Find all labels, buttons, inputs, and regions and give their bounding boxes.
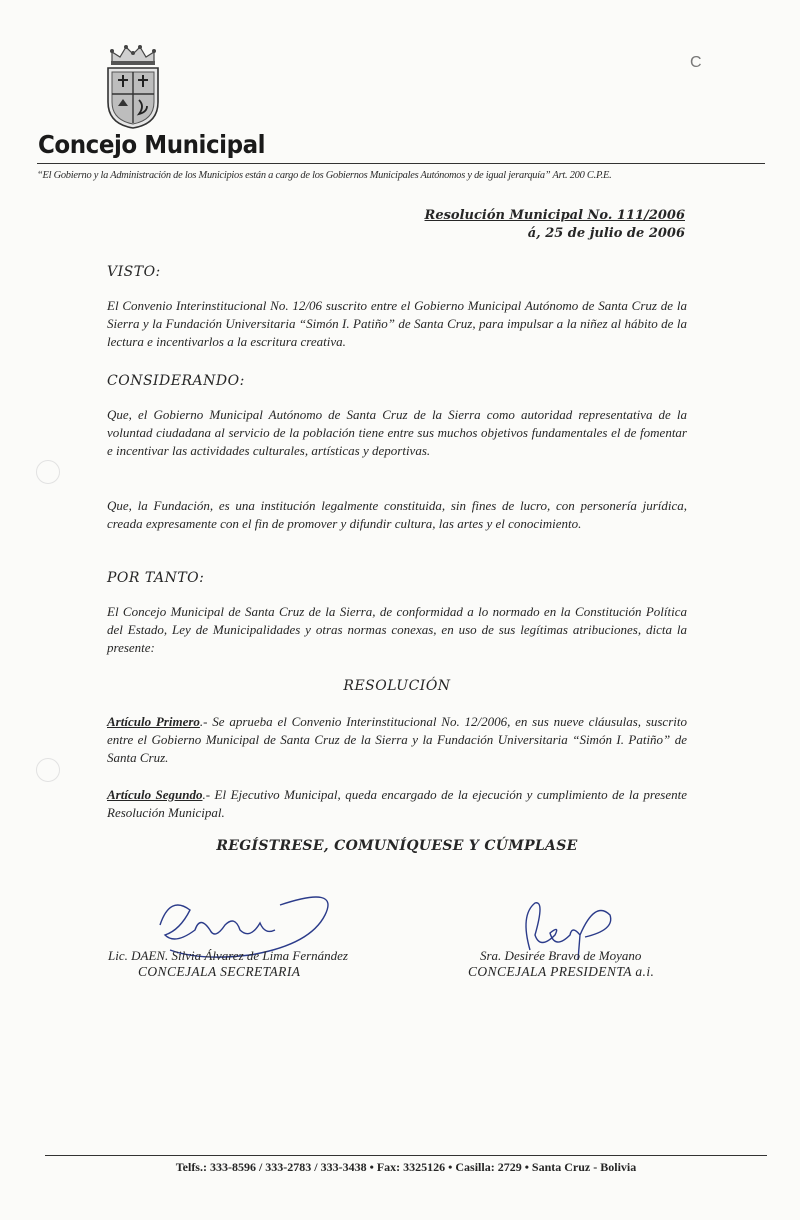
considerando-heading: CONSIDERANDO: <box>107 373 245 389</box>
resolucion-heading: RESOLUCIÓN <box>343 678 451 694</box>
visto-heading: VISTO: <box>107 264 161 280</box>
organization-name: Concejo Municipal <box>38 130 266 159</box>
header-motto: “El Gobierno y la Administración de los Municipios están a cargo de los Gobiernos Municipales Autónomos y de igual jerarquía” Art. 200 C.P.E. <box>37 170 612 181</box>
article-1-separator: .- <box>199 714 213 729</box>
footer-contact: Telfs.: 333-8596 / 333-2783 / 333-3438 • Fax: 3325126 • Casilla: 2729 • Santa Cruz - Bolivia <box>175 1160 637 1174</box>
closing-formula: REGÍSTRESE, COMUNÍQUESE Y CÚMPLASE <box>216 838 578 854</box>
por-tanto-paragraph: El Concejo Municipal de Santa Cruz de la Sierra, de conformidad a lo normado en la Constitución Política del Estado, Ley de Municipalidades y otras normas conexas, en uso de sus legítimas atribuciones, dicta la presente: <box>107 604 687 655</box>
signatory-2-name: Sra. Desirée Bravo de Moyano <box>480 948 642 963</box>
signatory-2-role: CONCEJALA PRESIDENTA a.i. <box>468 964 655 979</box>
article-1 <box>107 713 687 766</box>
signatory-1-name: Lic. DAEN. Silvia Álvarez de Lima Fernández <box>108 948 348 963</box>
article-1-label: Artículo Primero <box>107 714 200 729</box>
corner-mark: C <box>690 54 702 71</box>
considerando-paragraph-1: Que, el Gobierno Municipal Autónomo de Santa Cruz de la Sierra como autoridad representativa de la voluntad ciudadana al servicio de la población tiene entre sus muchos objetivos fundamentales el de fomentar e incentivar las actividades culturales, artísticas y deportivas. <box>107 407 687 458</box>
article-2-separator: .- <box>202 787 215 802</box>
resolution-number: Resolución Municipal No. 111/2006 <box>424 208 685 223</box>
article-2 <box>107 786 687 822</box>
signatory-1-role: CONCEJALA SECRETARIA <box>138 964 301 979</box>
considerando-paragraph-2: Que, la Fundación, es una institución legalmente constituida, sin fines de lucro, con personería jurídica, creada expresamente con el fin de promover y difundir cultura, las artes y el conocimiento. <box>107 498 687 531</box>
por-tanto-heading: POR TANTO: <box>107 570 205 586</box>
punch-hole <box>36 460 60 484</box>
resolution-date: á, 25 de julio de 2006 <box>527 226 685 241</box>
article-2-label: Artículo Segundo <box>107 787 203 802</box>
punch-hole <box>36 758 60 782</box>
header-divider <box>37 163 765 164</box>
footer-divider <box>45 1155 767 1156</box>
article-1-text: Se aprueba el Convenio Interinstitucional No. 12/2006, en sus nueve cláusulas, suscrito entre el Gobierno Municipal de Santa Cruz de la Sierra y la Fundación Universitaria “Simón I. Patiño” de Santa Cruz. <box>107 714 687 765</box>
visto-paragraph: El Convenio Interinstitucional No. 12/06 suscrito entre el Gobierno Municipal Autónomo de Santa Cruz de la Sierra y la Fundación Universitaria “Simón I. Patiño” de Santa Cruz, para impulsar a la niñez al hábito de la lectura e incentivarlos a la escritura creativa. <box>107 298 687 349</box>
article-2-text: El Ejecutivo Municipal, queda encargado de la ejecución y cumplimiento de la presente Resolución Municipal. <box>107 787 687 820</box>
coat-of-arms-icon <box>104 44 162 130</box>
